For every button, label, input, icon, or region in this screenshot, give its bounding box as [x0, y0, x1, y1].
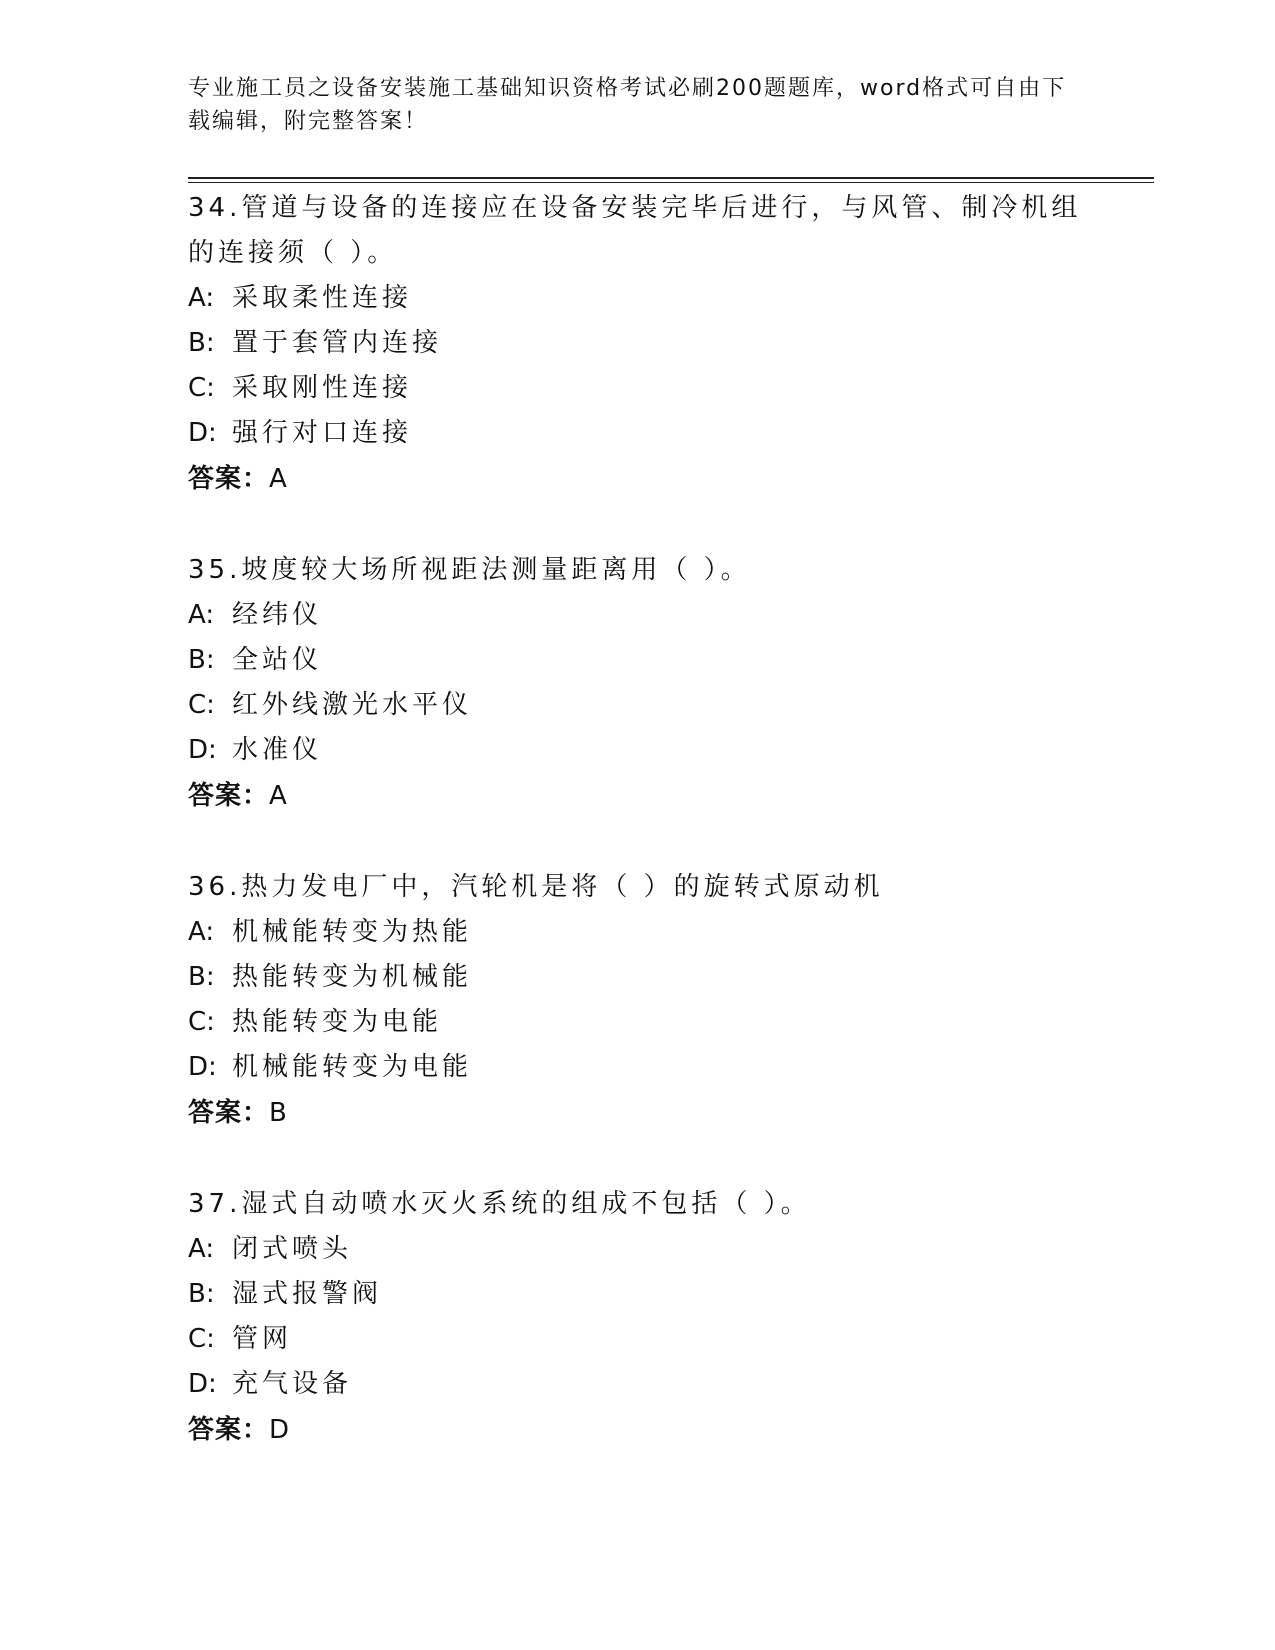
option-key: A:: [188, 600, 215, 630]
option-text: 置于套管内连接: [232, 328, 443, 358]
question-text: 34.管道与设备的连接应在设备安装完毕后进行，与风管、制冷机组的连接须（ ）。: [188, 193, 1082, 268]
option-d: [188, 411, 1088, 456]
option-key: C:: [188, 373, 215, 403]
option-list: [188, 593, 1088, 773]
option-key: B:: [188, 645, 215, 675]
option-a: [188, 593, 1088, 638]
question-34: [188, 186, 1088, 502]
option-b: [188, 321, 1088, 366]
option-key: C:: [188, 1324, 215, 1354]
answer-label: 答案：: [188, 1098, 270, 1128]
option-b: [188, 638, 1088, 683]
question-36: [188, 865, 1088, 1136]
option-key: A:: [188, 1234, 215, 1264]
option-text: 经纬仪: [232, 600, 323, 630]
option-text: 全站仪: [232, 645, 323, 675]
option-key: C:: [188, 690, 215, 720]
option-a: [188, 1227, 1088, 1272]
option-key: D:: [188, 418, 217, 448]
option-text: 热能转变为机械能: [232, 962, 473, 992]
option-text: 强行对口连接: [232, 418, 413, 448]
option-text: 水准仪: [232, 735, 323, 765]
option-key: D:: [188, 735, 217, 765]
option-key: B:: [188, 1279, 215, 1309]
option-list: [188, 276, 1088, 456]
question-text: 35.坡度较大场所视距法测量距离用（ ）。: [188, 555, 751, 585]
option-key: D:: [188, 1052, 217, 1082]
option-list: [188, 910, 1088, 1090]
option-d: [188, 728, 1088, 773]
option-text: 管网: [232, 1324, 293, 1354]
answer-line: [188, 456, 1088, 502]
option-key: D:: [188, 1369, 217, 1399]
option-text: 充气设备: [232, 1369, 353, 1399]
option-text: 红外线激光水平仪: [232, 690, 473, 720]
option-text: 热能转变为电能: [232, 1007, 443, 1037]
option-text: 采取刚性连接: [232, 373, 413, 403]
option-key: A:: [188, 283, 215, 313]
option-c: [188, 1317, 1088, 1362]
option-text: 湿式报警阀: [232, 1279, 383, 1309]
answer-line: [188, 1090, 1088, 1136]
option-a: [188, 910, 1088, 955]
question-text: 37.湿式自动喷水灭火系统的组成不包括（ ）。: [188, 1189, 811, 1219]
option-text: 机械能转变为电能: [232, 1052, 473, 1082]
question-text: 36.热力发电厂中，汽轮机是将（ ）的旋转式原动机: [188, 872, 884, 902]
option-key: A:: [188, 917, 215, 947]
document-header: 专业施工员之设备安装施工基础知识资格考试必刷200题题库，word格式可自由下载编辑，附完整答案！: [188, 76, 1067, 134]
option-d: [188, 1045, 1088, 1090]
option-text: 闭式喷头: [232, 1234, 353, 1264]
option-c: [188, 1000, 1088, 1045]
question-35: [188, 548, 1088, 819]
answer-value: A: [269, 781, 288, 811]
option-key: B:: [188, 328, 215, 358]
option-text: 采取柔性连接: [232, 283, 413, 313]
question-37: [188, 1182, 1088, 1453]
answer-value: B: [269, 1098, 288, 1128]
option-b: [188, 955, 1088, 1000]
question-list: [188, 186, 1088, 1499]
option-key: C:: [188, 1007, 215, 1037]
option-b: [188, 1272, 1088, 1317]
answer-label: 答案：: [188, 464, 270, 494]
answer-label: 答案：: [188, 1415, 270, 1445]
answer-line: [188, 1407, 1088, 1453]
option-text: 机械能转变为热能: [232, 917, 473, 947]
option-c: [188, 366, 1088, 411]
option-list: [188, 1227, 1088, 1407]
option-key: B:: [188, 962, 215, 992]
answer-value: A: [269, 464, 288, 494]
header-divider-thin: [188, 182, 1154, 183]
option-d: [188, 1362, 1088, 1407]
option-c: [188, 683, 1088, 728]
option-a: [188, 276, 1088, 321]
answer-label: 答案：: [188, 781, 270, 811]
header-divider-thick: [188, 177, 1154, 179]
answer-line: [188, 773, 1088, 819]
answer-value: D: [269, 1415, 291, 1445]
